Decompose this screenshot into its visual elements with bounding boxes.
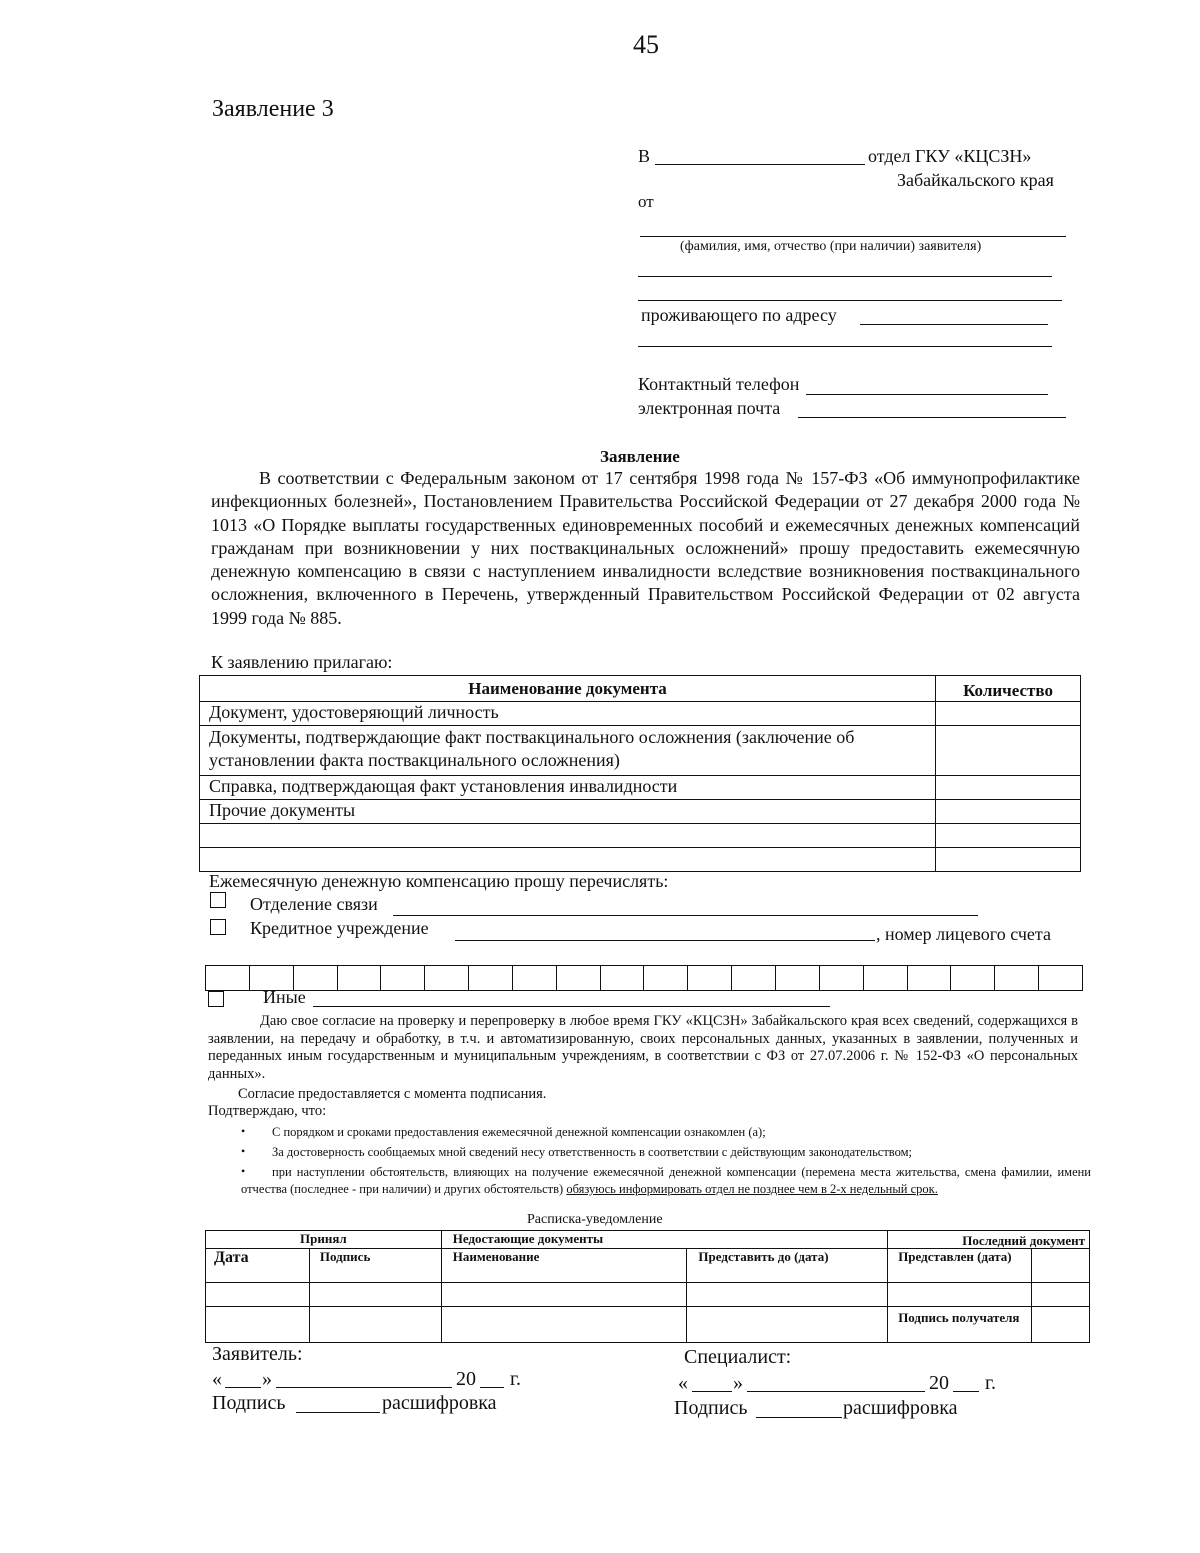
quote-open: « xyxy=(678,1372,688,1394)
from-label: от xyxy=(638,192,654,211)
statement-title: Заявление xyxy=(600,447,680,466)
payment-intro: Ежемесячную денежную компенсацию прошу перечислять: xyxy=(209,871,669,891)
confirm-item-2: За достоверность сообщаемых мной сведений несу ответственность в соответствии с действующим законодательством; xyxy=(272,1145,913,1159)
table-row xyxy=(200,800,1081,824)
account-digit-box[interactable] xyxy=(338,966,382,990)
applicant-sign-label: Подпись xyxy=(212,1392,286,1414)
table-row xyxy=(200,848,1081,872)
fio-field-line-2[interactable] xyxy=(638,276,1052,277)
year-prefix: 20 xyxy=(929,1372,949,1394)
receipt-cell[interactable] xyxy=(206,1283,310,1307)
email-label: электронная почта xyxy=(638,398,781,418)
account-digit-box[interactable] xyxy=(513,966,557,990)
region-label: Забайкальского края xyxy=(897,170,1054,190)
other-checkbox[interactable] xyxy=(208,991,224,1007)
account-digit-box[interactable] xyxy=(425,966,469,990)
receipt-cell[interactable] xyxy=(687,1283,888,1307)
year-suffix: г. xyxy=(510,1368,521,1390)
submitted-date-label: Представлен (дата) xyxy=(888,1249,1032,1283)
specialist-year-field[interactable] xyxy=(953,1391,979,1392)
receipt-cell[interactable] xyxy=(441,1283,687,1307)
specialist-label: Специалист: xyxy=(684,1346,792,1368)
receipt-cell[interactable] xyxy=(309,1307,441,1343)
table-row xyxy=(200,824,1081,848)
account-digit-box[interactable] xyxy=(732,966,776,990)
receipt-table xyxy=(205,1230,1090,1343)
account-digit-box[interactable] xyxy=(644,966,688,990)
confirm-item-3 xyxy=(241,1164,1091,1198)
address-field-line-2[interactable] xyxy=(638,346,1052,347)
quote-close: » xyxy=(262,1368,272,1390)
post-office-field[interactable] xyxy=(393,915,978,916)
phone-field[interactable] xyxy=(806,394,1048,395)
applicant-label: Заявитель: xyxy=(212,1343,303,1365)
receipt-cell[interactable] xyxy=(687,1307,888,1343)
phone-label: Контактный телефон xyxy=(638,374,800,394)
doc-name-header: Наименование xyxy=(441,1249,687,1283)
doc-name-cell: Прочие документы xyxy=(200,800,936,824)
recipient-signature-cell[interactable] xyxy=(1032,1307,1090,1343)
doc-name-cell: Документы, подтверждающие факт поствакцинального осложнения (заключение об установлении факта поствакцинального осложнения) xyxy=(200,726,936,776)
col-document-name: Наименование документа xyxy=(200,676,936,702)
account-label: , номер лицевого счета xyxy=(876,924,1051,944)
quantity-cell[interactable] xyxy=(936,776,1081,800)
confirm-label: Подтверждаю, что: xyxy=(208,1103,327,1119)
fio-field-line-3[interactable] xyxy=(638,300,1062,301)
year-suffix: г. xyxy=(985,1372,996,1394)
table-row xyxy=(206,1283,1090,1307)
fio-caption: (фамилия, имя, отчество (при наличии) заявителя) xyxy=(680,239,982,254)
bullet-dot: • xyxy=(241,1144,246,1158)
last-doc-header: Последний документ xyxy=(888,1231,1090,1249)
consent-from-moment: Согласие предоставляется с момента подписания. xyxy=(238,1086,547,1102)
account-digit-box[interactable] xyxy=(601,966,645,990)
email-field[interactable] xyxy=(798,417,1066,418)
missing-docs-header: Недостающие документы xyxy=(441,1231,887,1249)
fio-field[interactable] xyxy=(640,236,1066,237)
specialist-decode-label: расшифровка xyxy=(843,1397,958,1419)
account-digit-box[interactable] xyxy=(557,966,601,990)
form-label: Заявление 3 xyxy=(212,96,334,122)
consent-text: Даю свое согласие на проверку и перепроверку в любое время ГКУ «КЦСЗН» Забайкальского края всех сведений, содержащихся в заявлении, на передачу и обработку, в т.ч. и автоматизированную, своих персональных данных, указанных в заявлении, полученных и переданных иным государственным и муниципальным учреждениям, в соответствии с ФЗ от 27.07.2006 г. № 152-ФЗ «О персональных данных». xyxy=(208,1013,1078,1082)
quantity-cell[interactable] xyxy=(936,848,1081,872)
submit-by-header: Представить до (дата) xyxy=(687,1249,888,1283)
account-digit-box[interactable] xyxy=(381,966,425,990)
applicant-day-field[interactable] xyxy=(225,1387,261,1388)
to-prefix: В xyxy=(638,146,651,166)
account-digit-box[interactable] xyxy=(864,966,908,990)
account-digit-box[interactable] xyxy=(688,966,732,990)
submitted-date-cell[interactable] xyxy=(1032,1249,1090,1283)
specialist-sign-label: Подпись xyxy=(674,1397,748,1419)
department-suffix: отдел ГКУ «КЦСЗН» xyxy=(868,146,1032,166)
bullet-dot: • xyxy=(241,1164,246,1178)
confirm-item-3-text: при наступлении обстоятельств, влияющих на получение ежемесячной денежной компенсации (перемена места жительства, смена фамилии, имени отчества (последнее - при наличии) и других обстоятельств) xyxy=(241,1165,1091,1196)
doc-name-cell[interactable] xyxy=(200,848,936,872)
account-number-boxes xyxy=(205,965,1083,991)
other-field[interactable] xyxy=(313,1006,830,1007)
applicant-decode-label: расшифровка xyxy=(382,1392,497,1414)
specialist-day-field[interactable] xyxy=(692,1391,732,1392)
quote-close: » xyxy=(733,1372,743,1394)
table-row xyxy=(200,726,1081,776)
bank-field[interactable] xyxy=(455,940,875,941)
year-prefix: 20 xyxy=(456,1368,476,1390)
receipt-cell[interactable] xyxy=(206,1307,310,1343)
table-row xyxy=(206,1307,1090,1343)
statement-body: В соответствии с Федеральным законом от 17 сентября 1998 года № 157-ФЗ «Об иммунопрофилактике инфекционных болезней», Постановлением Правительства Российской Федерации от 27 декабря 2000 года № 1013 «О Порядке выплаты государственных единовременных пособий и ежемесячных денежных компенсаций гражданам при возникновении у них поствакцинальных осложнений» прошу предоставить ежемесячную денежную компенсацию в связи с наступлением инвалидности вследствие возникновения поствакцинального осложнения, включенного в Перечень, утвержденный Правительством Российской Федерации от 02 августа 1999 года № 885. xyxy=(211,468,1080,628)
bank-checkbox[interactable] xyxy=(210,919,226,935)
bank-label: Кредитное учреждение xyxy=(250,918,429,938)
accepted-header: Принял xyxy=(206,1231,442,1249)
receipt-cell[interactable] xyxy=(1032,1283,1090,1307)
confirm-item-1: С порядком и сроками предоставления ежемесячной денежной компенсации ознакомлен (а); xyxy=(272,1125,766,1139)
specialist-signature-field[interactable] xyxy=(756,1417,842,1418)
account-digit-box[interactable] xyxy=(951,966,995,990)
address-label: проживающего по адресу xyxy=(641,305,837,325)
date-header: Дата xyxy=(206,1249,310,1283)
receipt-title: Расписка-уведомление xyxy=(527,1212,663,1227)
page-number: 45 xyxy=(633,30,659,59)
recipient-signature-label: Подпись получателя xyxy=(888,1307,1032,1343)
applicant-month-field[interactable] xyxy=(276,1387,452,1388)
account-digit-box[interactable] xyxy=(776,966,820,990)
account-digit-box[interactable] xyxy=(995,966,1039,990)
attach-label: К заявлению прилагаю: xyxy=(211,652,393,672)
signature-header: Подпись xyxy=(309,1249,441,1283)
account-digit-box[interactable] xyxy=(820,966,864,990)
address-field[interactable] xyxy=(860,324,1048,325)
department-field[interactable] xyxy=(655,164,865,165)
receipt-cell[interactable] xyxy=(309,1283,441,1307)
confirm-item-3-obligation: обязуюсь информировать отдел не позднее чем в 2-х недельный срок. xyxy=(566,1182,938,1196)
other-label: Иные xyxy=(263,987,306,1007)
table-row xyxy=(200,702,1081,726)
specialist-month-field[interactable] xyxy=(747,1391,925,1392)
documents-table xyxy=(199,675,1081,872)
doc-name-cell: Документ, удостоверяющий личность xyxy=(200,702,936,726)
table-row xyxy=(200,776,1081,800)
quantity-cell[interactable] xyxy=(936,800,1081,824)
post-office-checkbox[interactable] xyxy=(210,892,226,908)
account-digit-box[interactable] xyxy=(1039,966,1082,990)
quote-open: « xyxy=(212,1368,222,1390)
account-digit-box[interactable] xyxy=(469,966,513,990)
account-digit-box[interactable] xyxy=(908,966,952,990)
quantity-cell[interactable] xyxy=(936,702,1081,726)
account-digit-box[interactable] xyxy=(206,966,250,990)
doc-name-cell: Справка, подтверждающая факт установления инвалидности xyxy=(200,776,936,800)
bullet-dot: • xyxy=(241,1124,246,1138)
receipt-cell[interactable] xyxy=(441,1307,687,1343)
receipt-cell[interactable] xyxy=(888,1283,1032,1307)
quantity-cell[interactable] xyxy=(936,824,1081,848)
post-office-label: Отделение связи xyxy=(250,894,378,914)
doc-name-cell[interactable] xyxy=(200,824,936,848)
applicant-signature-field[interactable] xyxy=(296,1412,380,1413)
col-quantity: Количество xyxy=(936,676,1081,702)
applicant-year-field[interactable] xyxy=(480,1387,504,1388)
quantity-cell[interactable] xyxy=(936,726,1081,776)
